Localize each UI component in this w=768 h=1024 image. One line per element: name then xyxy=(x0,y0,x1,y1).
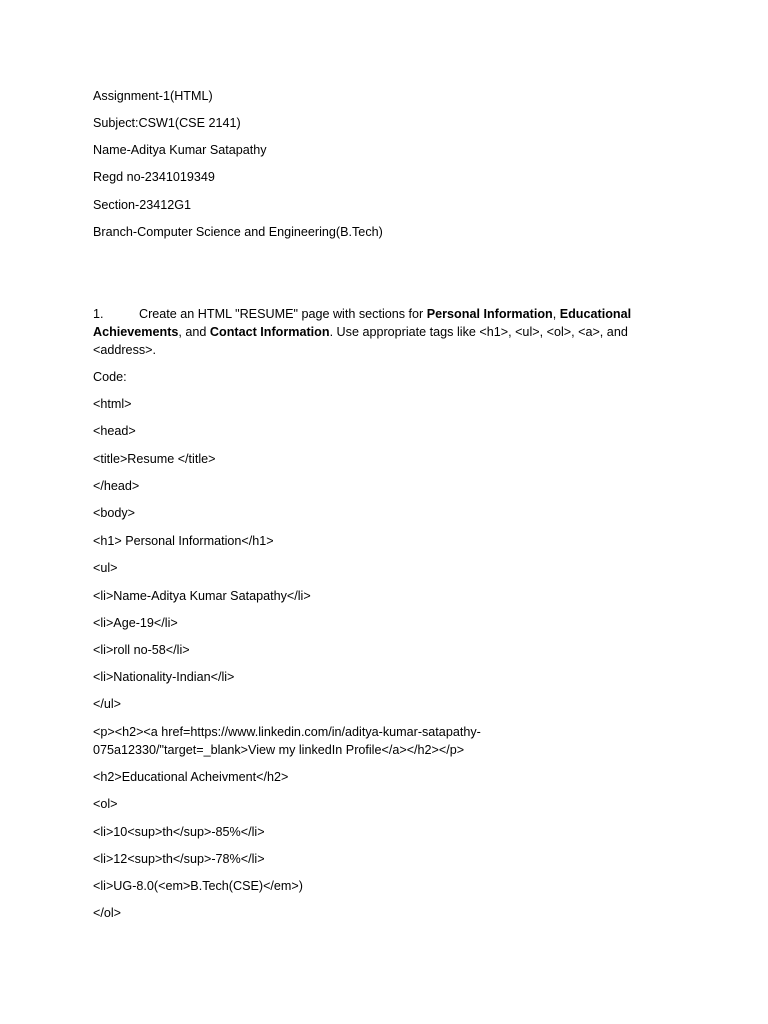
code-line: <ol> xyxy=(93,797,118,811)
question-sep: , xyxy=(552,307,560,321)
code-line: <li>Name-Aditya Kumar Satapathy</li> xyxy=(93,589,311,603)
name-line: Name-Aditya Kumar Satapathy xyxy=(93,143,267,157)
question-sep: , and xyxy=(178,325,210,339)
code-line: <li>Age-19</li> xyxy=(93,616,178,630)
regd-line: Regd no-2341019349 xyxy=(93,170,215,184)
code-line: <li>10<sup>th</sup>-85%</li> xyxy=(93,825,265,839)
question-number: 1. xyxy=(93,307,104,321)
branch-line: Branch-Computer Science and Engineering(B.Tech) xyxy=(93,225,383,239)
question-text xyxy=(93,307,631,357)
question-tail: . Use appropriate tags like <h1>, <ul>, <ol>, <a>, and <address>. xyxy=(93,325,628,357)
code-line: <li>Nationality-Indian</li> xyxy=(93,670,235,684)
code-line: </ol> xyxy=(93,906,122,920)
code-line: <body> xyxy=(93,506,136,520)
code-line: <li>UG-8.0(<em>B.Tech(CSE)</em>) xyxy=(93,879,303,893)
subject-line: Subject:CSW1(CSE 2141) xyxy=(93,116,241,130)
question-bold-personal: Personal Information xyxy=(426,307,553,321)
question-bold-educational: Educational Achievements xyxy=(93,307,632,339)
code-line: </ul> xyxy=(93,697,122,711)
code-line: <head> xyxy=(93,424,136,438)
code-line: <li>roll no-58</li> xyxy=(93,643,190,657)
section-line: Section-23412G1 xyxy=(93,198,192,212)
code-line-linkedin: <p><h2><a href=https://www.linkedin.com/in/aditya-kumar-satapathy-075a12330/"target=_blank>View my linkedIn Profile</a></h2></p> xyxy=(93,725,481,757)
code-line: <h2>Educational Acheivment</h2> xyxy=(93,770,289,784)
code-line: <html> xyxy=(93,397,132,411)
code-label: Code: xyxy=(93,370,127,384)
code-line: <ul> xyxy=(93,561,118,575)
question-1 xyxy=(93,305,638,359)
code-line: </head> xyxy=(93,479,140,493)
assignment-title: Assignment-1(HTML) xyxy=(93,89,213,103)
code-line: <li>12<sup>th</sup>-78%</li> xyxy=(93,852,265,866)
question-bold-contact: Contact Information xyxy=(209,325,330,339)
question-intro: Create an HTML "RESUME" page with sections for xyxy=(139,307,427,321)
code-line: <title>Resume </title> xyxy=(93,452,216,466)
code-line: <h1> Personal Information</h1> xyxy=(93,534,274,548)
